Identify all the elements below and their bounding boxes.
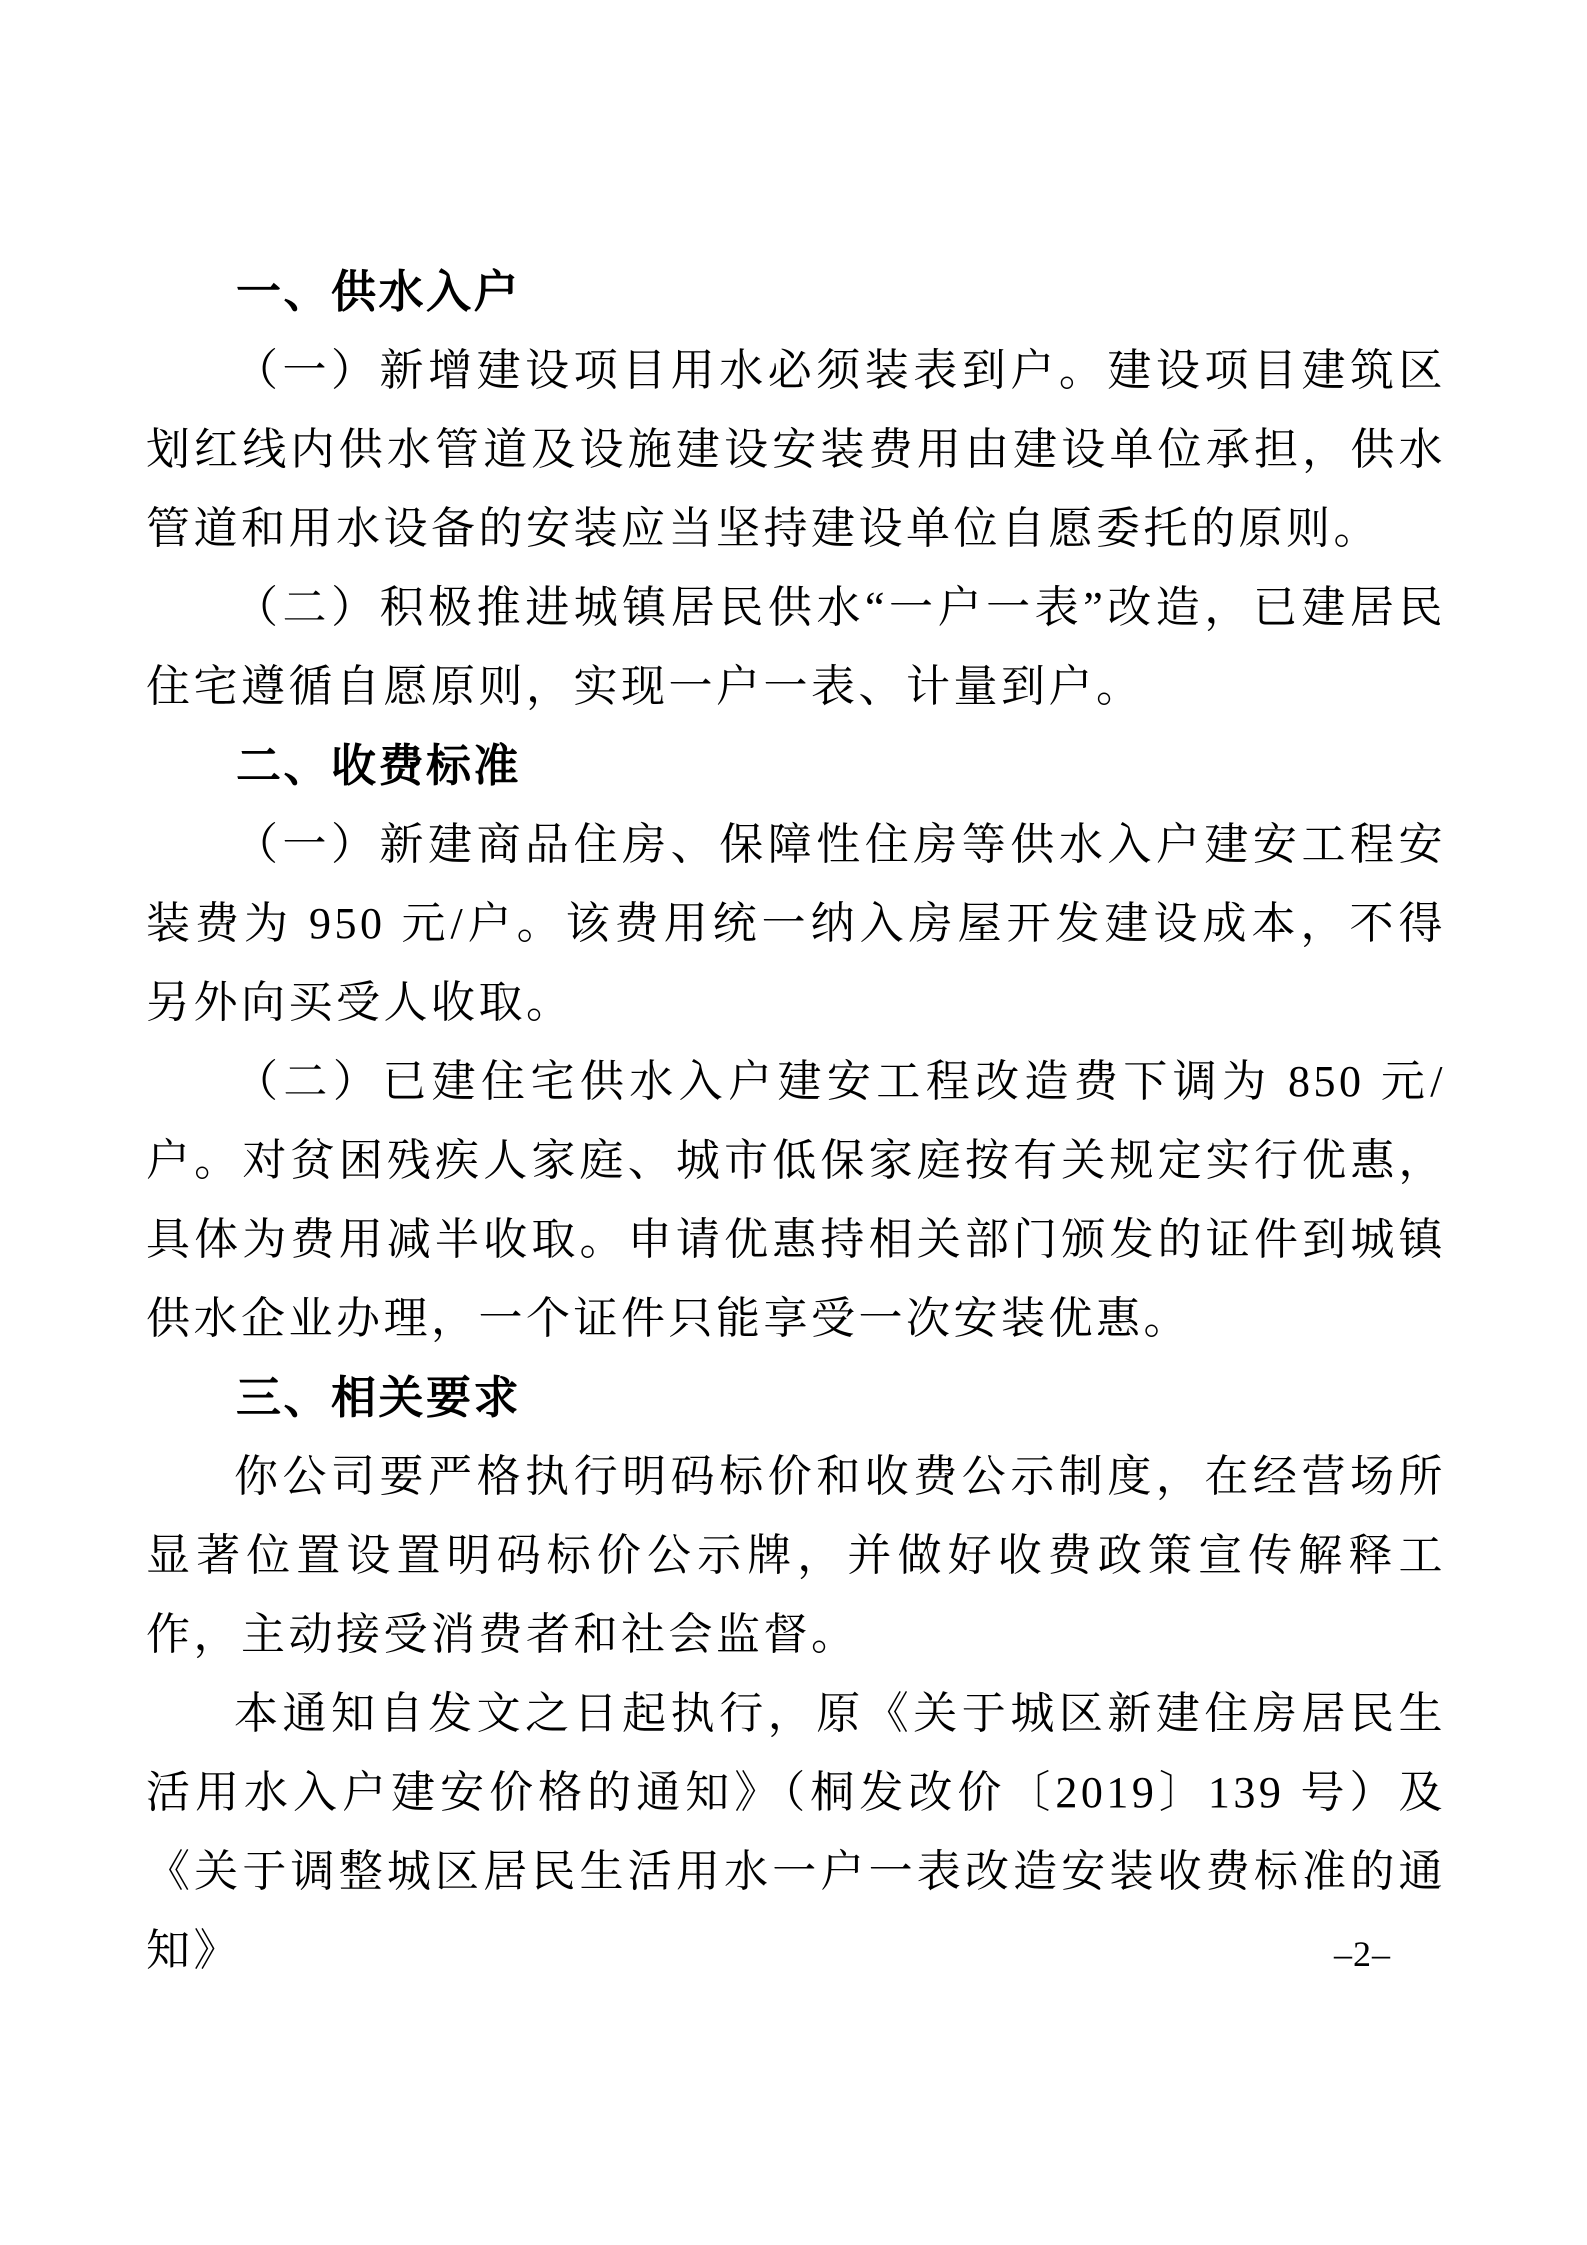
section-heading-water-supply-to-households: 一、供水入户 (236, 266, 522, 317)
page-number: –2– (1334, 1934, 1391, 1974)
paragraph-new-construction-metering: （一）新增建设项目用水必须装表到户。建设项目建筑区划红线内供水管道及设施建设安装费用由建设单位承担，供水管道和用水设备的安装应当坚持建设单位自愿委托的原则。 (146, 346, 1446, 553)
paragraph-existing-housing-renovation-fee: （二）已建住宅供水入户建安工程改造费下调为 850 元/户。对贫困残疾人家庭、城市低保家庭按有关规定实行优惠，具体为费用减半收取。申请优惠持相关部门颁发的证件到城镇供水企业办理，一个证件只能享受一次安装优惠。 (146, 1057, 1446, 1343)
section-heading-fee-standards: 二、收费标准 (236, 740, 522, 791)
paragraph-new-housing-installation-fee: （一）新建商品住房、保障性住房等供水入户建安工程安装费为 950 元/户。该费用统一纳入房屋开发建设成本，不得另外向买受人收取。 (146, 820, 1446, 1027)
paragraph-one-household-one-meter: （二）积极推进城镇居民供水“一户一表”改造，已建居民住宅遵循自愿原则，实现一户一表、计量到户。 (146, 583, 1446, 711)
paragraph-effective-date-and-repealed-notices: 本通知自发文之日起执行，原《关于城区新建住房居民生活用水入户建安价格的通知》（桐发改价〔2019〕139 号）及《关于调整城区居民生活用水一户一表改造安装收费标准的通知》 (146, 1689, 1446, 1975)
document-body (146, 252, 1446, 1990)
section-heading-related-requirements: 三、相关要求 (236, 1372, 522, 1423)
paragraph-price-disclosure-requirements: 你公司要严格执行明码标价和收费公示制度，在经营场所显著位置设置明码标价公示牌，并做好收费政策宣传解释工作，主动接受消费者和社会监督。 (146, 1452, 1446, 1659)
